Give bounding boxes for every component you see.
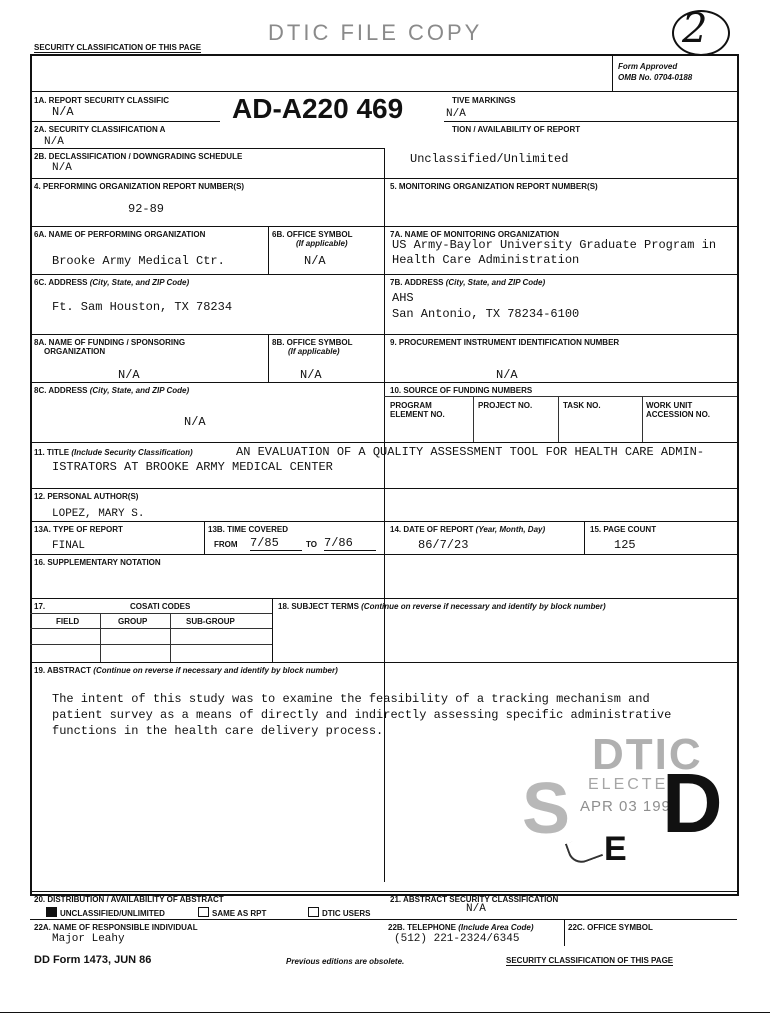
field-7b-label: 7B. ADDRESS (City, State, and ZIP Code) [390,278,546,287]
field-9-value: N/A [496,368,518,382]
option-same-as-rpt[interactable]: SAME AS RPT [198,907,266,918]
field-18-label: 18. SUBJECT TERMS (Continue on reverse if necessary and identify by block number) [278,602,606,611]
dtic-file-copy-stamp: DTIC FILE COPY [268,20,483,45]
field-10-project: PROJECT NO. [478,401,533,410]
field-22b-value: (512) 221-2324/6345 [394,933,520,945]
elected-stamp: ELECTE [588,776,669,793]
field-22c-label: 22C. OFFICE SYMBOL [568,923,653,932]
cosati-subgroup-header: SUB-GROUP [186,617,235,626]
field-1b-value: N/A [446,108,466,120]
stamp-s: S [522,769,571,849]
field-20-label: 20. DISTRIBUTION / AVAILABILITY OF ABSTRACT [34,895,224,904]
field-6b-value: N/A [304,254,326,268]
field-7a-value-1: US Army-Baylor University Graduate Program in [392,238,717,252]
field-8c-label: 8C. ADDRESS (City, State, and ZIP Code) [34,386,190,395]
abstract-line-2: patient survey as a means of directly and indirectly assessing specific administrative [52,708,672,722]
field-3-value: Unclassified/Unlimited [410,152,569,166]
field-1a-label: 1A. REPORT SECURITY CLASSIFIC [34,96,169,105]
abstract-line-1: The intent of this study was to examine the feasibility of a tracking mechanism and [52,692,650,706]
field-13a-label: 13A. TYPE OF REPORT [34,525,123,534]
option-unclassified-unlimited[interactable]: UNCLASSIFIED/UNLIMITED [46,907,165,918]
field-13b-from-label: FROM [214,540,238,549]
field-2a-label: 2A. SECURITY CLASSIFICATION A [34,125,166,134]
form-approved-label: Form Approved [618,62,678,71]
cosati-field-header: FIELD [56,617,80,626]
field-9-label: 9. PROCUREMENT INSTRUMENT IDENTIFICATION NUMBER [390,338,620,347]
stamp-d: D [662,756,723,850]
field-15-label: 15. PAGE COUNT [590,525,657,534]
field-17-title: COSATI CODES [130,602,191,611]
field-21-label: 21. ABSTRACT SECURITY CLASSIFICATION [390,895,559,904]
field-10-task: TASK NO. [563,401,601,410]
field-13b-to-value: 7/86 [324,537,376,551]
field-2b-label: 2B. DECLASSIFICATION / DOWNGRADING SCHEDULE [34,152,243,161]
abstract-line-3: functions in the health care delivery process. [52,724,384,738]
field-15-value: 125 [614,538,636,552]
field-10-work-unit: WORK UNIT ACCESSION NO. [646,401,711,419]
field-10-program-element: PROGRAM ELEMENT NO. [390,401,445,419]
field-12-value: LOPEZ, MARY S. [52,508,145,520]
field-8b-sub: (If applicable) [288,347,340,356]
field-22b-label: 22B. TELEPHONE (Include Area Code) [388,923,534,932]
field-7b-value-2: San Antonio, TX 78234-6100 [392,307,580,321]
handwritten-number: 2 [682,6,708,52]
field-4-value: 92-89 [128,202,165,216]
option-dtic-users[interactable]: DTIC USERS [308,907,370,918]
field-22a-value: Major Leahy [52,933,125,945]
dtic-users-checkbox[interactable] [308,907,319,917]
field-8a-value: N/A [118,368,140,382]
field-17-label: 17. [34,602,46,611]
field-14-label: 14. DATE OF REPORT (Year, Month, Day) [390,525,546,534]
field-11-value-2: ISTRATORS AT BROOKE ARMY MEDICAL CENTER [52,460,333,474]
same-as-rpt-checkbox[interactable] [198,907,209,917]
field-5-label: 5. MONITORING ORGANIZATION REPORT NUMBER(S) [390,182,598,191]
field-6b-label: 6B. OFFICE SYMBOL [272,230,353,239]
field-8c-value: N/A [184,415,206,429]
field-6c-value: Ft. Sam Houston, TX 78234 [52,300,233,314]
field-12-label: 12. PERSONAL AUTHOR(S) [34,492,139,501]
field-2b-value: N/A [52,162,72,174]
field-8a-label-2: ORGANIZATION [44,347,106,356]
unclassified-checkbox[interactable] [46,907,57,917]
security-classification-header: SECURITY CLASSIFICATION OF THIS PAGE [34,43,202,52]
field-11-value-1: AN EVALUATION OF A QUALITY ASSESSMENT TOOL FOR HEALTH CARE ADMIN- [236,445,705,459]
field-1a-value: N/A [52,105,74,119]
field-13b-label: 13B. TIME COVERED [208,525,289,534]
field-7a-value-2: Health Care Administration [392,253,580,267]
field-4-label: 4. PERFORMING ORGANIZATION REPORT NUMBER(S) [34,182,245,191]
field-13b-from-value: 7/85 [250,537,302,551]
field-7a-label: 7A. NAME OF MONITORING ORGANIZATION [390,230,560,239]
field-11-label: 11. TITLE (Include Security Classification) [34,448,193,457]
stamp-e: E [604,830,627,868]
field-7b-value-1: AHS [392,291,414,305]
stamp-date: APR 03 1990 [580,798,681,815]
field-16-label: 16. SUPPLEMENTARY NOTATION [34,558,161,567]
omb-number: OMB No. 0704-0188 [618,73,693,82]
previous-editions-note: Previous editions are obsolete. [286,957,405,966]
field-13b-to-label: TO [306,540,317,549]
field-19-label: 19. ABSTRACT (Continue on reverse if necessary and identify by block number) [34,666,338,675]
field-8b-value: N/A [300,368,322,382]
field-2a-value: N/A [44,136,64,148]
field-8b-label: 8B. OFFICE SYMBOL [272,338,353,347]
footer-security-classification: SECURITY CLASSIFICATION OF THIS PAGE [506,956,674,965]
dtic-stamp: DTIC [592,730,703,779]
field-8a-label-1: 8A. NAME OF FUNDING / SPONSORING [34,338,186,347]
scan-edge [0,1012,770,1025]
field-22a-label: 22A. NAME OF RESPONSIBLE INDIVIDUAL [34,923,198,932]
field-14-value: 86/7/23 [418,538,469,552]
field-3-label: TION / AVAILABILITY OF REPORT [452,125,581,134]
field-10-label: 10. SOURCE OF FUNDING NUMBERS [390,386,533,395]
field-21-value: N/A [466,903,486,915]
field-6b-sub: (If applicable) [296,239,348,248]
form-number: DD Form 1473, JUN 86 [34,954,152,966]
field-6c-label: 6C. ADDRESS (City, State, and ZIP Code) [34,278,190,287]
field-6a-value: Brooke Army Medical Ctr. [52,254,225,268]
field-6a-label: 6A. NAME OF PERFORMING ORGANIZATION [34,230,206,239]
field-1b-label: TIVE MARKINGS [452,96,516,105]
ad-number: AD-A220 469 [228,93,407,125]
cosati-group-header: GROUP [118,617,148,626]
field-13a-value: FINAL [52,540,86,552]
